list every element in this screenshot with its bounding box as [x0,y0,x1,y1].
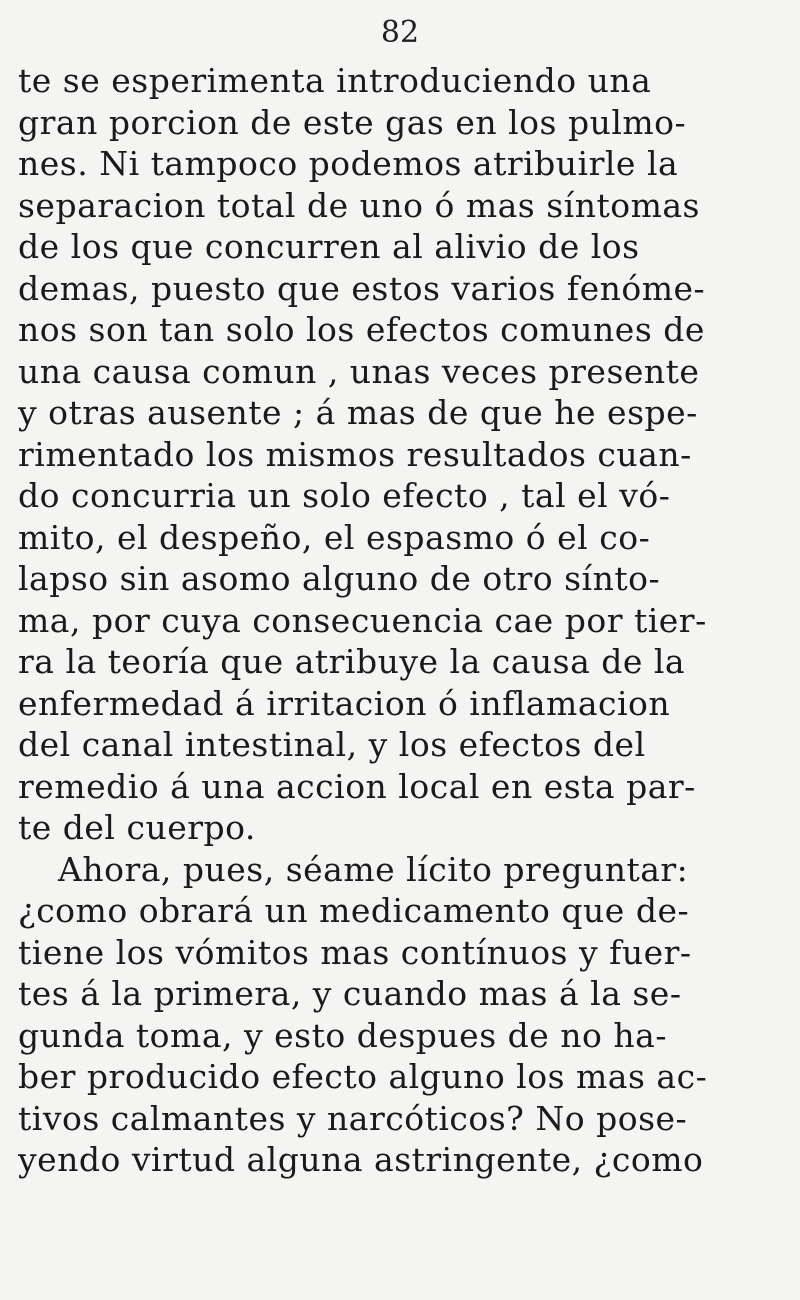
text-line: de los que concurren al alivio de los [18,227,640,266]
body-text [18,60,788,1181]
text-line: remedio á una accion local en esta par- [18,766,696,806]
paragraph-start-line: Ahora, pues, séame lícito preguntar: [58,849,689,889]
text-line: separacion total de uno ó mas síntomas [18,185,700,225]
text-line: mito, el despeño, el espasmo ó el co- [18,517,651,557]
text-line: nes. Ni tampoco podemos atribuirle la [18,144,679,183]
text-line: ra la teoría que atribuye la causa de la [18,642,686,681]
text-line: tiene los vómitos mas contínuos y fuer- [18,932,692,972]
text-line: nos son tan solo los efectos comunes de [18,310,705,349]
text-line: ber producido efecto alguno los mas ac- [18,1057,708,1096]
text-line: te del cuerpo. [18,808,256,847]
text-line: del canal intestinal, y los efectos del [18,725,646,764]
text-line: lapso sin asomo alguno de otro sínto- [18,559,661,598]
text-line: tivos calmantes y narcóticos? No pose- [18,1098,688,1138]
text-line: ma, por cuya consecuencia cae por tier- [18,600,707,640]
text-line: y otras ausente ; á mas de que he espe- [18,393,698,432]
text-line: gunda toma, y esto despues de no ha- [18,1015,667,1055]
text-line: gran porcion de este gas en los pulmo- [18,102,687,142]
text-line: rimentado los mismos resultados cuan- [18,434,692,474]
text-line: do concurria un solo efecto , tal el vó- [18,476,671,515]
page-number: 82 [380,15,420,50]
text-line: te se esperimenta introduciendo una [18,61,652,100]
text-line: demas, puesto que estos varios fenóme- [18,268,706,308]
text-line: yendo virtud alguna astringente, ¿como [18,1140,704,1179]
text-line: una causa comun , unas veces presente [18,351,700,391]
text-line: ¿como obrará un medicamento que de- [18,891,690,930]
text-line: tes á la primera, y cuando mas á la se- [18,974,682,1013]
text-line: enfermedad á irritacion ó inflamacion [18,683,671,723]
